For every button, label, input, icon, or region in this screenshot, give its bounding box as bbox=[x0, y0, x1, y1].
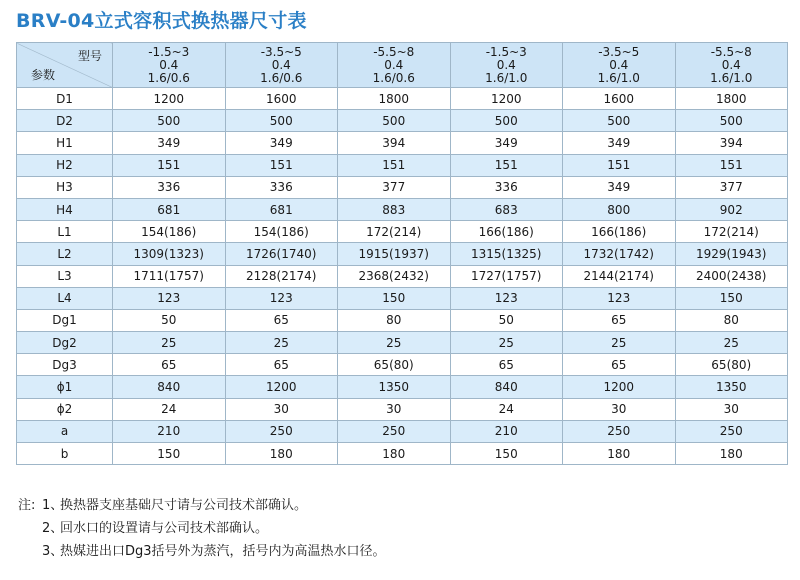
table-cell: 25 bbox=[225, 332, 338, 354]
table-cell: 65 bbox=[450, 354, 563, 376]
table-row bbox=[17, 198, 788, 220]
note-text: 换热器支座基础尺寸请与公司技术部确认。 bbox=[60, 498, 308, 513]
param-label: L4 bbox=[17, 287, 113, 309]
table-cell: 65(80) bbox=[338, 354, 451, 376]
table-row bbox=[17, 154, 788, 176]
model-spec-line: 1.6/1.0 bbox=[597, 70, 640, 85]
table-cell: 25 bbox=[113, 332, 226, 354]
table-cell: 25 bbox=[675, 332, 788, 354]
table-cell: 902 bbox=[675, 198, 788, 220]
table-cell: 840 bbox=[113, 376, 226, 398]
table-cell: 349 bbox=[450, 132, 563, 154]
note-number: 2、 bbox=[42, 521, 64, 536]
table-cell: 250 bbox=[675, 420, 788, 442]
model-spec-line: 1.6/0.6 bbox=[372, 70, 415, 85]
table-cell: 1200 bbox=[113, 88, 226, 110]
table-cell: 1726(1740) bbox=[225, 243, 338, 265]
table-cell: 500 bbox=[113, 110, 226, 132]
table-cell: 349 bbox=[113, 132, 226, 154]
table-cell: 1800 bbox=[338, 88, 451, 110]
table-cell: 1915(1937) bbox=[338, 243, 451, 265]
table-cell: 80 bbox=[675, 309, 788, 331]
model-spec-line: 1.6/1.0 bbox=[710, 70, 753, 85]
param-label: Dg2 bbox=[17, 332, 113, 354]
table-cell: 180 bbox=[225, 443, 338, 465]
param-label: L1 bbox=[17, 221, 113, 243]
model-spec-line: -1.5~3 bbox=[148, 44, 190, 59]
table-row bbox=[17, 243, 788, 265]
table-cell: 394 bbox=[675, 132, 788, 154]
note-text: 回水口的设置请与公司技术部确认。 bbox=[60, 521, 269, 536]
table-row bbox=[17, 110, 788, 132]
table-cell: 151 bbox=[563, 154, 676, 176]
table-cell: 180 bbox=[563, 443, 676, 465]
model-header-3 bbox=[338, 43, 451, 88]
table-cell: 24 bbox=[450, 398, 563, 420]
table-cell: 50 bbox=[113, 309, 226, 331]
table-row bbox=[17, 176, 788, 198]
table-row bbox=[17, 354, 788, 376]
note-text: 热媒进出口Dg3括号外为蒸汽，括号内为高温热水口径。 bbox=[60, 544, 386, 559]
table-cell: 123 bbox=[563, 287, 676, 309]
table-cell: 500 bbox=[450, 110, 563, 132]
param-label: L3 bbox=[17, 265, 113, 287]
table-cell: 150 bbox=[450, 443, 563, 465]
table-cell: 1929(1943) bbox=[675, 243, 788, 265]
table-cell: 123 bbox=[450, 287, 563, 309]
table-cell: 2128(2174) bbox=[225, 265, 338, 287]
table-cell: 500 bbox=[563, 110, 676, 132]
param-label: L2 bbox=[17, 243, 113, 265]
table-cell: 349 bbox=[225, 132, 338, 154]
table-row bbox=[17, 287, 788, 309]
table-cell: 1711(1757) bbox=[113, 265, 226, 287]
note-prefix bbox=[18, 517, 42, 540]
table-row bbox=[17, 398, 788, 420]
table-body bbox=[17, 88, 788, 465]
model-spec-line: 0.4 bbox=[609, 57, 629, 72]
table-row bbox=[17, 309, 788, 331]
table-cell: 150 bbox=[113, 443, 226, 465]
param-label: H1 bbox=[17, 132, 113, 154]
param-label: a bbox=[17, 420, 113, 442]
param-label: b bbox=[17, 443, 113, 465]
model-spec-line: 1.6/1.0 bbox=[485, 70, 528, 85]
corner-label-model: 型号 bbox=[77, 49, 102, 63]
table-cell: 154(186) bbox=[113, 221, 226, 243]
table-cell: 1200 bbox=[450, 88, 563, 110]
table-cell: 336 bbox=[225, 176, 338, 198]
table-cell: 30 bbox=[338, 398, 451, 420]
table-cell: 1732(1742) bbox=[563, 243, 676, 265]
table-cell: 800 bbox=[563, 198, 676, 220]
table-cell: 65 bbox=[563, 354, 676, 376]
table-cell: 25 bbox=[563, 332, 676, 354]
table-cell: 166(186) bbox=[563, 221, 676, 243]
table-cell: 25 bbox=[450, 332, 563, 354]
table-cell: 2400(2438) bbox=[675, 265, 788, 287]
note-prefix bbox=[18, 540, 42, 563]
table-row bbox=[17, 88, 788, 110]
table-cell: 65 bbox=[563, 309, 676, 331]
table-cell: 250 bbox=[225, 420, 338, 442]
note-item bbox=[18, 494, 386, 517]
param-label: Dg3 bbox=[17, 354, 113, 376]
model-header-1 bbox=[113, 43, 226, 88]
table-cell: 500 bbox=[675, 110, 788, 132]
dimension-table bbox=[16, 42, 788, 465]
param-label: H4 bbox=[17, 198, 113, 220]
table-cell: 349 bbox=[563, 176, 676, 198]
table-cell: 500 bbox=[338, 110, 451, 132]
table-header-row bbox=[17, 43, 788, 88]
table-cell: 80 bbox=[338, 309, 451, 331]
table-cell: 1315(1325) bbox=[450, 243, 563, 265]
table-cell: 151 bbox=[450, 154, 563, 176]
page-title: BRV-04立式容积式换热器尺寸表 bbox=[16, 10, 307, 32]
table-row bbox=[17, 221, 788, 243]
table-cell: 30 bbox=[225, 398, 338, 420]
table-cell: 2368(2432) bbox=[338, 265, 451, 287]
table-cell: 336 bbox=[113, 176, 226, 198]
table-cell: 24 bbox=[113, 398, 226, 420]
table-cell: 50 bbox=[450, 309, 563, 331]
table-cell: 349 bbox=[563, 132, 676, 154]
table-cell: 123 bbox=[225, 287, 338, 309]
table-cell: 1200 bbox=[225, 376, 338, 398]
table-cell: 154(186) bbox=[225, 221, 338, 243]
param-label: H2 bbox=[17, 154, 113, 176]
table-cell: 394 bbox=[338, 132, 451, 154]
table-cell: 377 bbox=[338, 176, 451, 198]
model-header-5 bbox=[563, 43, 676, 88]
param-label: ϕ2 bbox=[17, 398, 113, 420]
model-spec-line: 0.4 bbox=[496, 57, 516, 72]
table-cell: 336 bbox=[450, 176, 563, 198]
table-cell: 681 bbox=[225, 198, 338, 220]
table-cell: 210 bbox=[450, 420, 563, 442]
table-cell: 151 bbox=[675, 154, 788, 176]
table-cell: 172(214) bbox=[675, 221, 788, 243]
table-cell: 1309(1323) bbox=[113, 243, 226, 265]
param-label: D2 bbox=[17, 110, 113, 132]
table-cell: 30 bbox=[675, 398, 788, 420]
param-label: Dg1 bbox=[17, 309, 113, 331]
table-cell: 151 bbox=[225, 154, 338, 176]
model-spec-line: 1.6/0.6 bbox=[260, 70, 303, 85]
table-cell: 681 bbox=[113, 198, 226, 220]
table-cell: 250 bbox=[563, 420, 676, 442]
model-spec-line: 0.4 bbox=[721, 57, 741, 72]
table-cell: 2144(2174) bbox=[563, 265, 676, 287]
note-item bbox=[18, 517, 386, 540]
table-cell: 840 bbox=[450, 376, 563, 398]
model-spec-line: 1.6/0.6 bbox=[147, 70, 190, 85]
table-cell: 683 bbox=[450, 198, 563, 220]
note-number: 3、 bbox=[42, 544, 64, 559]
model-spec-line: -1.5~3 bbox=[485, 44, 527, 59]
table-cell: 180 bbox=[675, 443, 788, 465]
table-row bbox=[17, 332, 788, 354]
model-spec-line: -5.5~8 bbox=[710, 44, 752, 59]
param-label: ϕ1 bbox=[17, 376, 113, 398]
table-row bbox=[17, 443, 788, 465]
table-cell: 150 bbox=[338, 287, 451, 309]
table-cell: 1600 bbox=[563, 88, 676, 110]
table-cell: 1200 bbox=[563, 376, 676, 398]
model-spec-line: 0.4 bbox=[384, 57, 404, 72]
model-header-2 bbox=[225, 43, 338, 88]
table-row bbox=[17, 420, 788, 442]
table-cell: 883 bbox=[338, 198, 451, 220]
table-cell: 150 bbox=[675, 287, 788, 309]
table-cell: 65 bbox=[225, 309, 338, 331]
table-row bbox=[17, 376, 788, 398]
table-cell: 65 bbox=[113, 354, 226, 376]
model-spec-line: -3.5~5 bbox=[598, 44, 640, 59]
table-cell: 1800 bbox=[675, 88, 788, 110]
table-cell: 25 bbox=[338, 332, 451, 354]
param-label: D1 bbox=[17, 88, 113, 110]
table-cell: 180 bbox=[338, 443, 451, 465]
table-cell: 377 bbox=[675, 176, 788, 198]
table-cell: 30 bbox=[563, 398, 676, 420]
corner-label-param: 参数 bbox=[31, 68, 56, 82]
table-row bbox=[17, 265, 788, 287]
table-cell: 65(80) bbox=[675, 354, 788, 376]
table-corner-cell bbox=[17, 43, 113, 88]
table-cell: 123 bbox=[113, 287, 226, 309]
table-cell: 151 bbox=[338, 154, 451, 176]
table-cell: 1350 bbox=[675, 376, 788, 398]
model-header-4 bbox=[450, 43, 563, 88]
table-cell: 1727(1757) bbox=[450, 265, 563, 287]
table-cell: 500 bbox=[225, 110, 338, 132]
table-cell: 250 bbox=[338, 420, 451, 442]
note-item bbox=[18, 540, 386, 563]
model-spec-line: 0.4 bbox=[159, 57, 179, 72]
table-cell: 172(214) bbox=[338, 221, 451, 243]
param-label: H3 bbox=[17, 176, 113, 198]
model-spec-line: -5.5~8 bbox=[373, 44, 415, 59]
model-header-6 bbox=[675, 43, 788, 88]
note-number: 1、 bbox=[42, 498, 64, 513]
model-spec-line: -3.5~5 bbox=[260, 44, 302, 59]
table-cell: 65 bbox=[225, 354, 338, 376]
table-cell: 166(186) bbox=[450, 221, 563, 243]
table-row bbox=[17, 132, 788, 154]
model-spec-line: 0.4 bbox=[271, 57, 291, 72]
table-cell: 210 bbox=[113, 420, 226, 442]
table-cell: 151 bbox=[113, 154, 226, 176]
table-cell: 1600 bbox=[225, 88, 338, 110]
notes-section bbox=[18, 494, 386, 563]
note-prefix: 注: bbox=[18, 498, 36, 513]
table-cell: 1350 bbox=[338, 376, 451, 398]
